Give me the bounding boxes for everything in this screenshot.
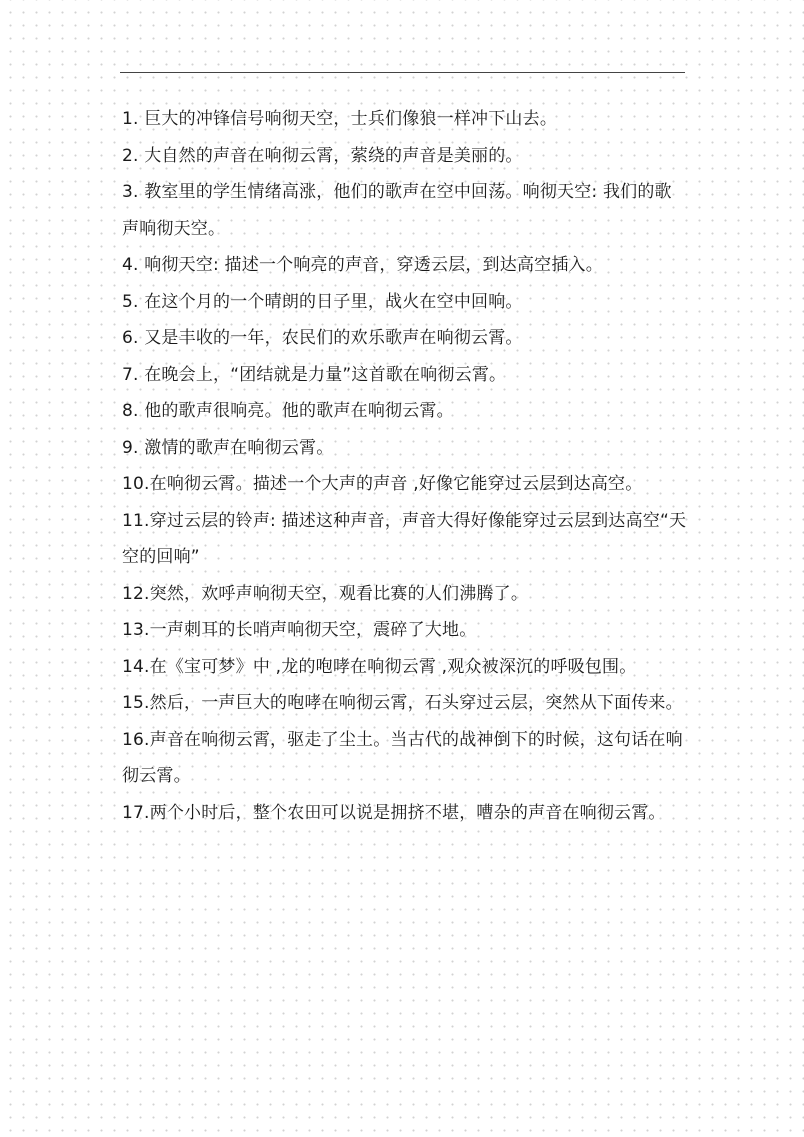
sentence-12: 12.突然，欢呼声响彻天空，观看比赛的人们沸腾了。 <box>122 583 529 604</box>
sentence-13: 13.一声刺耳的长哨声响彻天空，震碎了大地。 <box>122 620 477 640</box>
header-rule <box>120 72 685 73</box>
sentence-8: 8. 他的歌声很响亮。他的歌声在响彻云霄。 <box>122 401 454 421</box>
sentence-17: 17.两个小时后，整个农田可以说是拥挤不堪，嘈杂的声音在响彻云霄。 <box>122 802 666 823</box>
sentence-9: 9. 激情的歌声在响彻云霄。 <box>122 437 334 458</box>
sentence-6: 6. 又是丰收的一年，农民们的欢乐歌声在响彻云霄。 <box>122 328 523 348</box>
sentence-7: 7. 在晚会上，“团结就是力量”这首歌在响彻云霄。 <box>122 364 507 385</box>
sentence-4: 4. 响彻天空: 描述一个响亮的声音，穿透云层，到达高空插入。 <box>122 255 603 275</box>
sentence-10: 10.在响彻云霄。描述一个大声的声音 ,好像它能穿过云层到达高空。 <box>122 474 643 494</box>
sentence-15: 15.然后，一声巨大的咆哮在响彻云霄，石头穿过云层，突然从下面传来。 <box>122 693 683 713</box>
sentence-2: 2. 大自然的声音在响彻云霄，萦绕的声音是美丽的。 <box>122 145 523 166</box>
sentence-11: 11.穿过云层的铃声: 描述这种声音，声音大得好像能穿过云层到达高空“天空的回响” <box>122 510 687 567</box>
sentence-3: 3. 教室里的学生情绪高涨，他们的歌声在空中回荡。响彻天空: 我们的歌声响彻天空。 <box>122 182 672 239</box>
sentence-1: 1. 巨大的冲锋信号响彻天空，士兵们像狼一样冲下山去。 <box>122 109 558 129</box>
sentence-list <box>122 101 688 831</box>
sentence-16: 16.声音在响彻云霄，驱走了尘土。当古代的战神倒下的时候，这句话在响彻云霄。 <box>122 729 683 786</box>
sentence-14: 14.在《宝可梦》中 ,龙的咆哮在响彻云霄 ,观众被深沉的呼吸包围。 <box>122 656 637 677</box>
sentence-5: 5. 在这个月的一个晴朗的日子里，战火在空中回响。 <box>122 291 523 312</box>
